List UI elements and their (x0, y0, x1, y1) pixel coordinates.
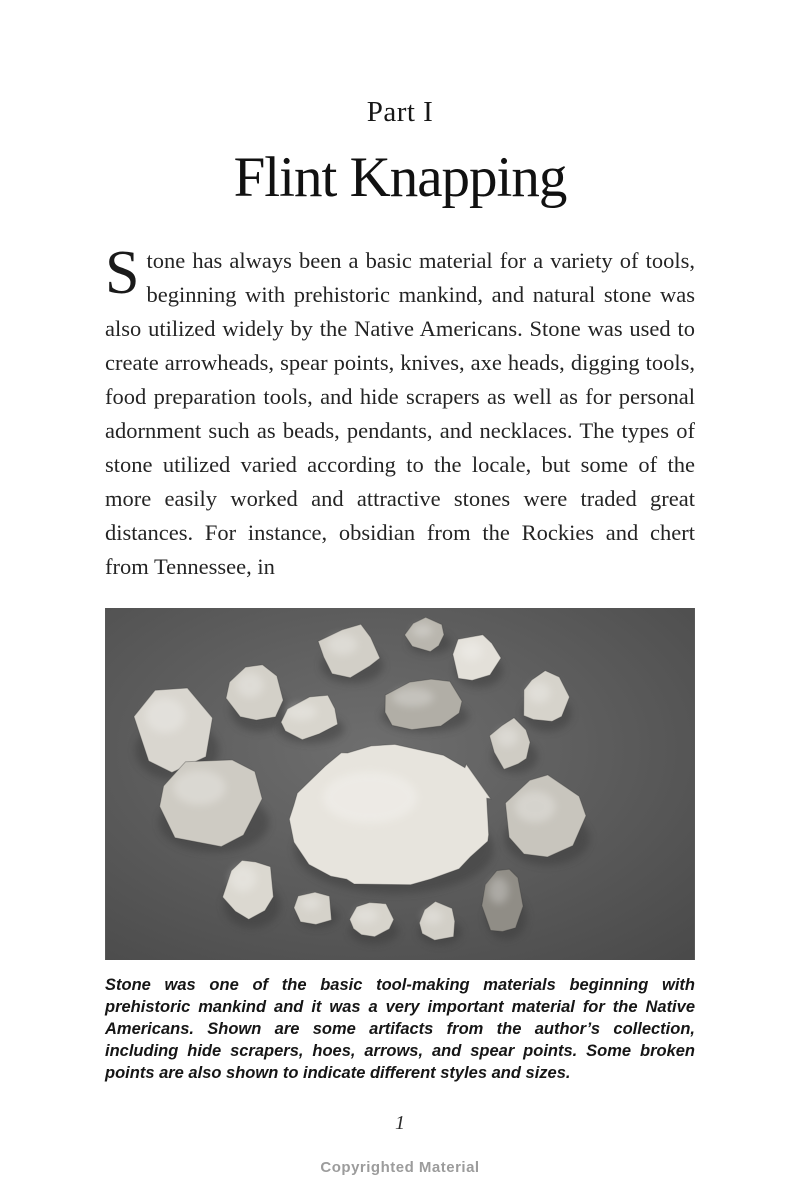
page-number: 1 (395, 1112, 405, 1134)
body-text: tone has always been a basic material for a variety of tools, beginning with prehistoric mankind, and natural stone was also utilized widely by the Native Americans. Stone was used to create arrowheads, spear points, knives, axe heads, digging tools, food preparation tools, and hide scrapers as well as for personal adornment such as beads, pendants, and necklaces. The types of stone utilized varied according to the locale, but some of the more easily worked and attractive stones were traded great distances. For instance, obsidian from the Rockies and chert from Tennessee, in (105, 248, 695, 579)
page-title: Flint Knapping (233, 146, 567, 209)
part-label: Part I (366, 96, 434, 128)
artifact-figure (105, 608, 695, 1084)
text-column (105, 0, 695, 1176)
copyright-notice: Copyrighted Material (320, 1159, 480, 1176)
photo-caption: Stone was one of the basic tool-making materials beginning with prehistoric mankind and it was a very important material for the Native Americans. Shown are some artifacts from the author’s collection, including hide scrapers, hoes, arrows, and spear points. Some broken points are also shown to indicate different styles and sizes. (105, 976, 695, 1082)
body-paragraph (105, 239, 695, 584)
artifact-photo (105, 608, 695, 960)
drop-cap: S (105, 239, 140, 307)
